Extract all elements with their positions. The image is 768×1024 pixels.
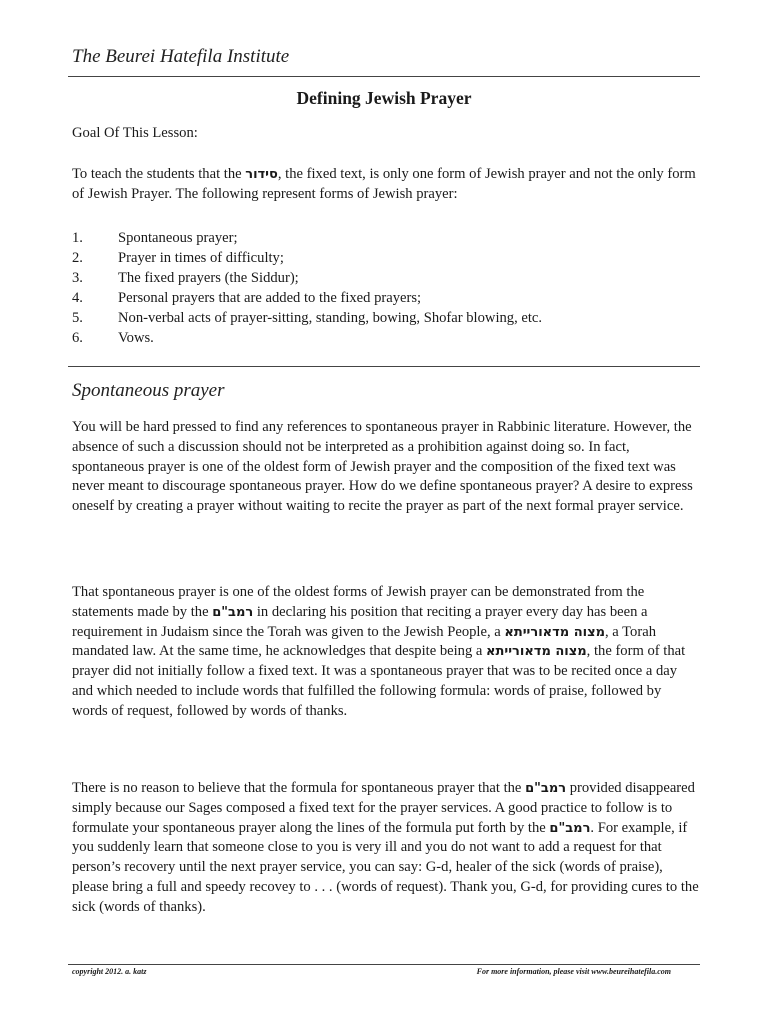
prayer-forms-list <box>72 228 702 348</box>
institute-header: The Beurei Hatefila Institute <box>72 46 290 67</box>
list-text: The fixed prayers (the Siddur); <box>118 270 299 286</box>
section-heading: Spontaneous prayer <box>72 380 225 401</box>
list-number: 1. <box>72 230 83 246</box>
paragraph-practice <box>72 779 700 918</box>
intro-text-after: , the fixed text, is only one form of Jewish prayer and not the only form of Jewish Prayer. The following represent forms of Jewish prayer: <box>72 166 696 202</box>
list-text: Vows. <box>118 330 154 346</box>
goal-label: Goal Of This Lesson: <box>72 125 198 141</box>
document-title: Defining Jewish Prayer <box>296 88 472 108</box>
paragraph-demonstration <box>72 583 700 722</box>
website-footer: For more information, please visit www.beureihatefila.com <box>476 967 671 976</box>
paragraph-text: in declaring his position that reciting a prayer every day has been a requirement in Judaism since the Torah was given to the Jewish People, a <box>72 603 648 640</box>
hebrew-mitzvah-term: מצוה מדאורייתא <box>504 624 605 640</box>
copyright-footer: copyright 2012. a. katz <box>72 967 147 976</box>
paragraph-text: . For example, if you suddenly learn that someone close to you is very ill and you do not want to add a request for that person’s recovery until the next prayer service, you can say: G-d, healer of the sick (words of praise), please bring a full and speedy recovey to . . . (words of request). Thank you, G-d, for providing cures to the sick (words of thanks). <box>72 819 699 915</box>
list-number: 4. <box>72 290 83 306</box>
hebrew-rambam-term: רמב"ם <box>525 781 567 796</box>
paragraph-text: There is no reason to believe that the formula for spontaneous prayer that the <box>72 780 526 796</box>
hebrew-mitzvah-term: מצוה מדאורייתא <box>486 644 587 660</box>
paragraph-text: , a Torah mandated law. At the same time, he acknowledges that despite being a <box>72 623 656 660</box>
list-item <box>72 228 702 248</box>
paragraph-text: , the form of that prayer did not initially follow a fixed text. It was a spontaneous prayer that was to be recited once a day and which needed to include words that fulfilled the following formula: words of praise, followed by words of request, followed by words of thanks. <box>72 643 686 719</box>
hebrew-rambam-term: רמב"ם <box>212 604 254 620</box>
list-item <box>72 308 702 328</box>
list-number: 3. <box>72 270 83 286</box>
list-text: Prayer in times of difficulty; <box>118 250 284 266</box>
section-divider <box>68 366 700 367</box>
hebrew-siddur-term: סידור <box>245 167 278 182</box>
paragraph-text: That spontaneous prayer is one of the oldest forms of Jewish prayer can be demonstrated from the statements made by the <box>72 584 645 620</box>
list-text: Spontaneous prayer; <box>118 230 238 246</box>
list-item <box>72 248 702 268</box>
paragraph-text: provided disappeared simply because our Sages composed a fixed text for the prayer services. A good practice to follow is to formulate your spontaneous prayer along the lines of the formula put forth by the <box>72 780 695 836</box>
intro-text-before: To teach the students that the <box>72 166 246 182</box>
paragraph-definition: You will be hard pressed to find any references to spontaneous prayer in Rabbinic literature. However, the absence of such a discussion should not be interpreted as a prohibition against doing so. In fact, spontaneous prayer is one of the oldest form of Jewish prayer and the composition of the fixed text was never meant to discourage spontaneous prayer. How do we define spontaneous prayer? A desire to express oneself by creating a prayer without waiting to recite the prayer as part of the next formal prayer service. <box>72 419 693 515</box>
list-text: Personal prayers that are added to the fixed prayers; <box>118 290 422 306</box>
list-number: 5. <box>72 310 83 326</box>
footer-rule <box>68 964 700 965</box>
list-number: 2. <box>72 250 83 266</box>
list-number: 6. <box>72 330 83 346</box>
hebrew-rambam-term: רמב"ם <box>549 820 591 836</box>
list-item <box>72 268 702 288</box>
header-rule <box>68 76 700 77</box>
intro-paragraph <box>72 165 702 205</box>
list-item <box>72 288 702 308</box>
list-text: Non-verbal acts of prayer-sitting, standing, bowing, Shofar blowing, etc. <box>118 310 543 326</box>
list-item <box>72 328 702 348</box>
